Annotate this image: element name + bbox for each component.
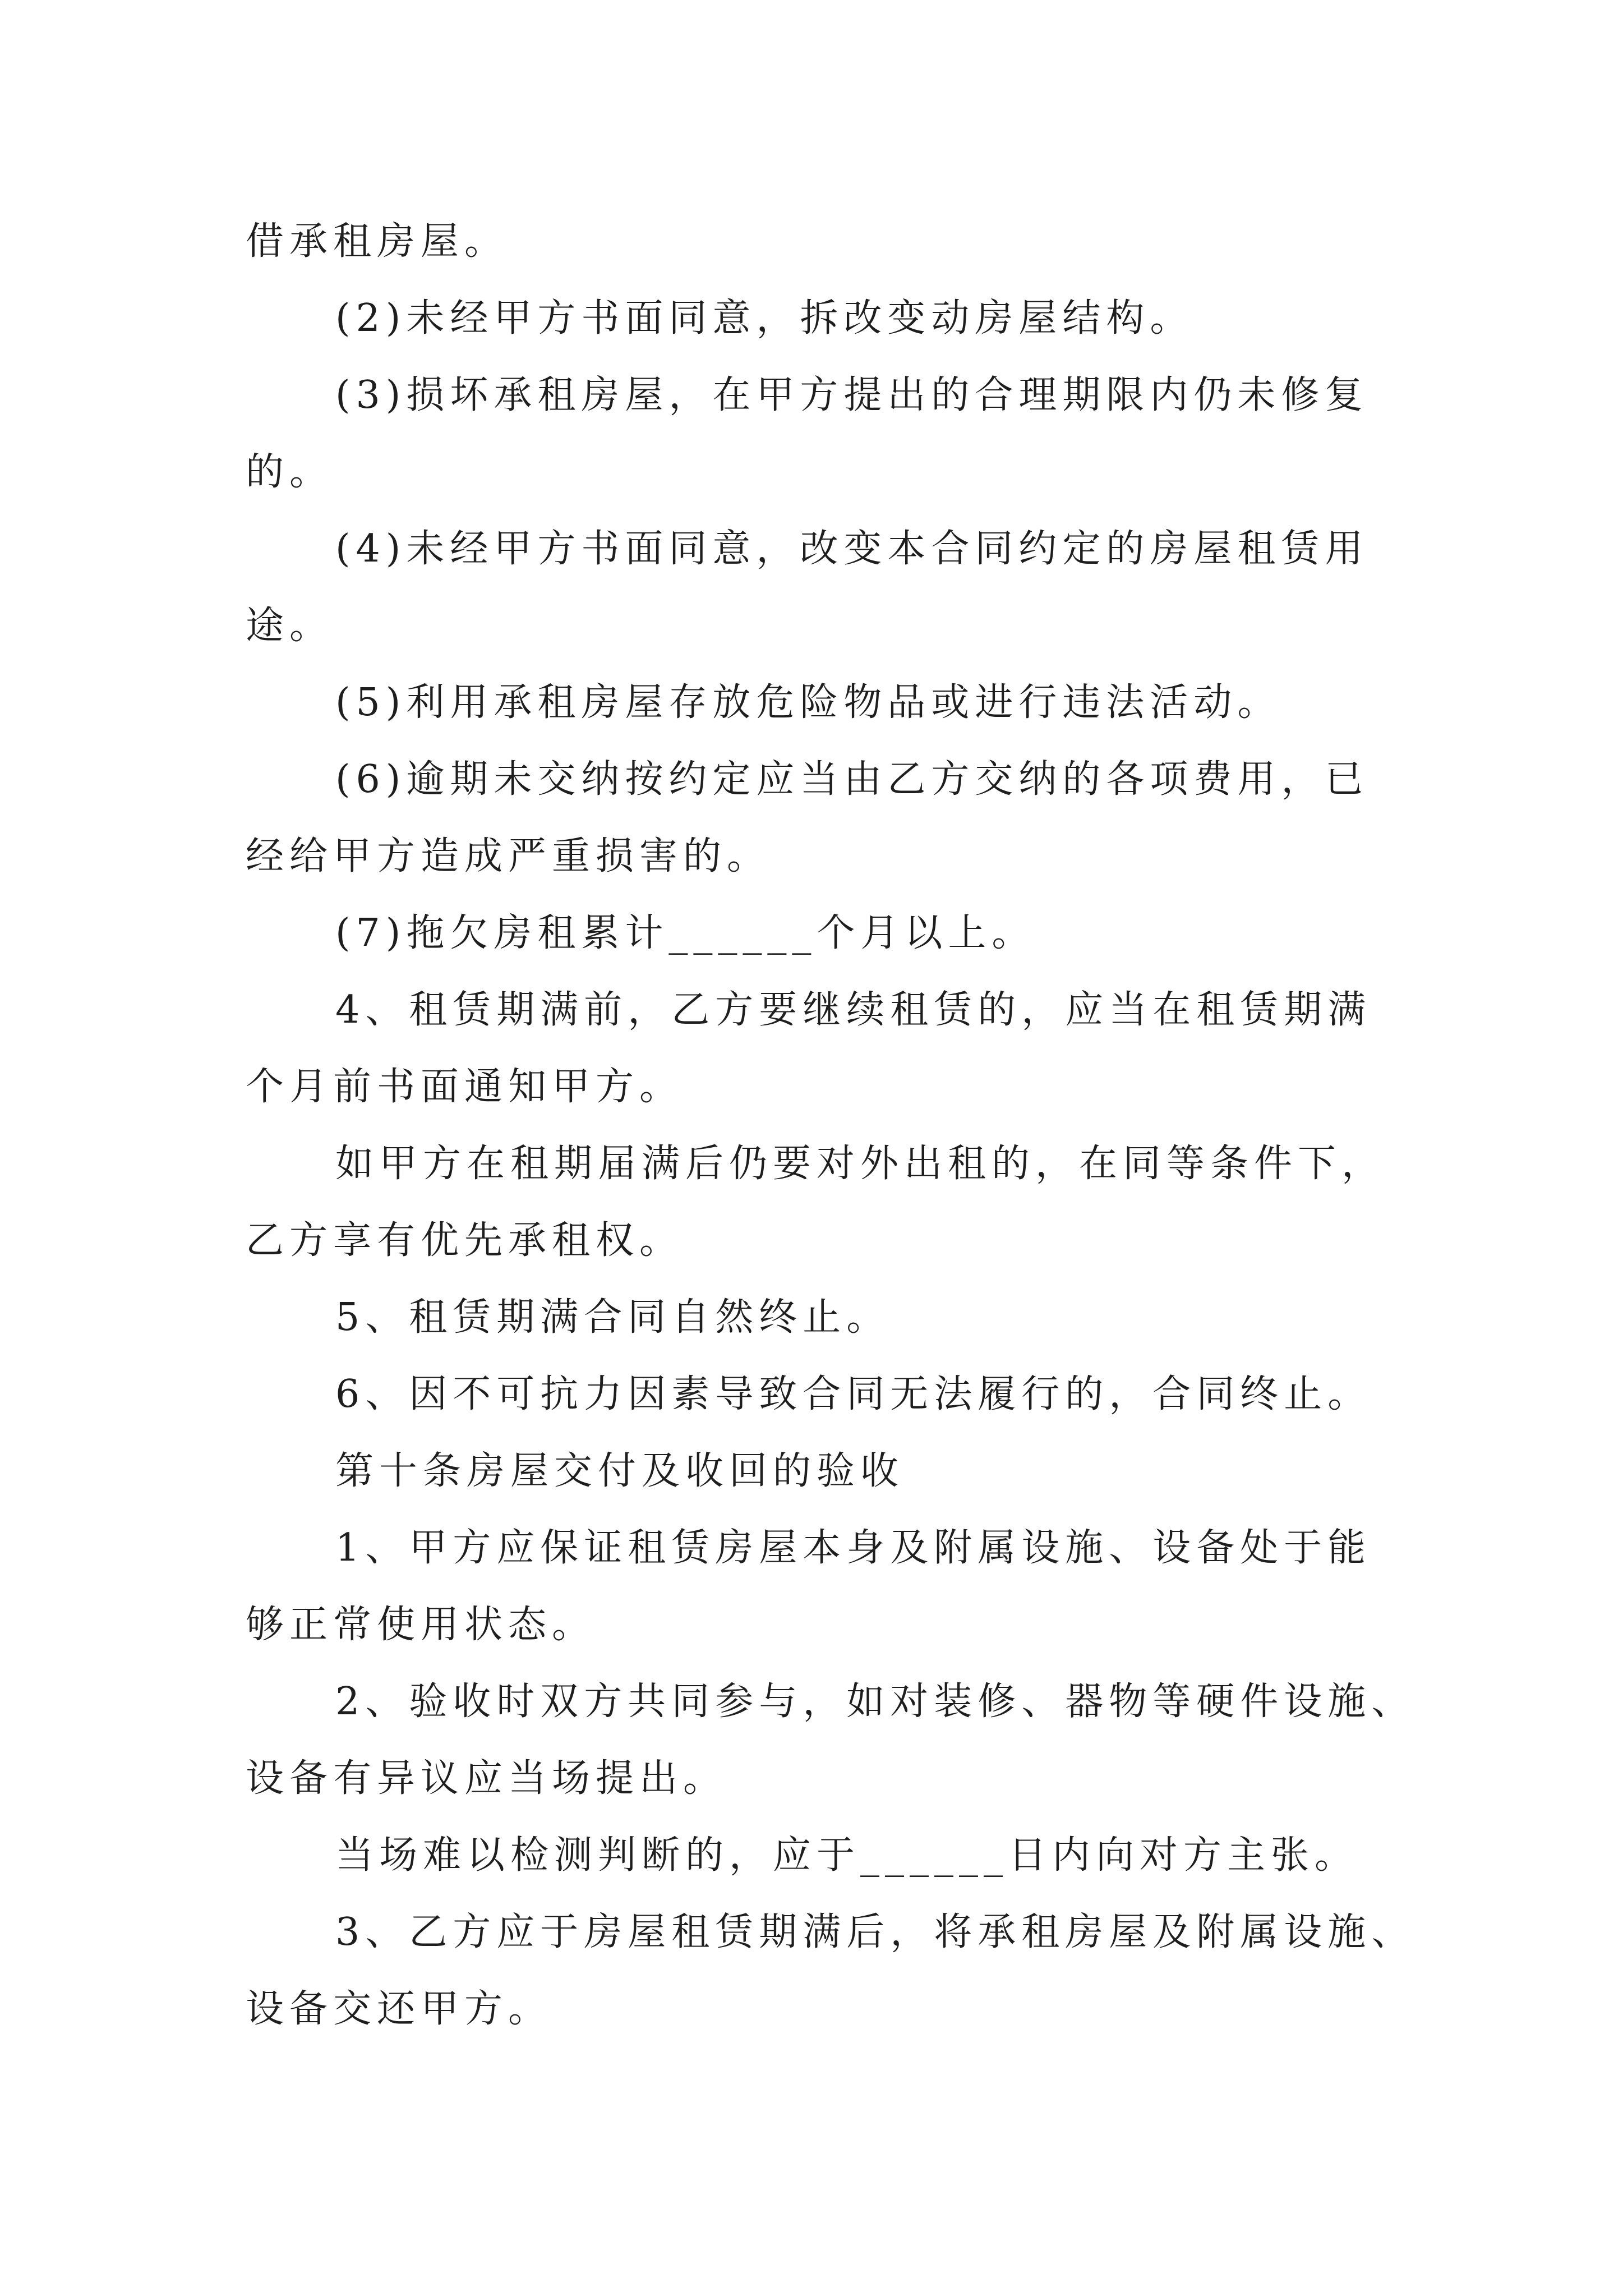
paragraph [246,357,1623,510]
text-line: 1、甲方应保证租赁房屋本身及附属设施、设备处于能 [335,1526,1372,1570]
paragraph [246,664,1623,741]
paragraph [246,895,1623,972]
text-line: 2、验收时双方共同参与，如对装修、器物等硬件设施、 [335,1680,1415,1724]
paragraph [246,1817,1623,1894]
text-line: (3)损坏承租房屋，在甲方提出的合理期限内仍未修复 [335,373,1369,417]
section-heading [246,1433,1623,1510]
text-line: 的。 [246,450,334,494]
paragraph [246,1663,1623,1817]
text-line: 经给甲方造成严重损害的。 [246,834,771,878]
paragraph [246,280,1623,357]
paragraph [246,510,1623,664]
text-line: (4)未经甲方书面同意，改变本合同约定的房屋租赁用 [335,527,1369,571]
text-line: 个月前书面通知甲方。 [246,1065,684,1109]
text-line: (6)逾期未交纳按约定应当由乙方交纳的各项费用，已 [335,757,1369,802]
paragraph [246,972,1623,1125]
text-line: (2)未经甲方书面同意，拆改变动房屋结构。 [335,296,1194,341]
text-line: (7)拖欠房租累计______个月以上。 [335,911,1036,955]
text-line: 设备交还甲方。 [246,1987,552,2031]
paragraph [246,203,1623,280]
text-line: 借承租房屋。 [246,219,509,264]
text-line: 乙方享有优先承租权。 [246,1218,684,1263]
text-line: 够正常使用状态。 [246,1603,596,1647]
paragraph [246,1356,1623,1433]
text-line: 第十条房屋交付及收回的验收 [335,1449,905,1493]
text-line: 当场难以检测判断的，应于______日内向对方主张。 [335,1833,1359,1878]
text-line: (5)利用承租房屋存放危险物品或进行违法活动。 [335,680,1281,725]
text-line: 途。 [246,604,334,648]
paragraph [246,1125,1623,1279]
paragraph [246,1510,1623,1663]
paragraph [246,1894,1623,2047]
text-line: 如甲方在租期届满后仍要对外出租的，在同等条件下， [335,1142,1386,1186]
paragraph [246,1279,1623,1356]
text-line: 4、租赁期满前，乙方要继续租赁的，应当在租赁期满 [335,988,1372,1032]
text-line: 5、租赁期满合同自然终止。 [335,1295,891,1340]
paragraph [246,741,1623,895]
text-line: 3、乙方应于房屋租赁期满后，将承租房屋及附属设施、 [335,1910,1415,1954]
text-line: 设备有异议应当场提出。 [246,1756,727,1801]
text-line: 6、因不可抗力因素导致合同无法履行的，合同终止。 [335,1372,1372,1416]
